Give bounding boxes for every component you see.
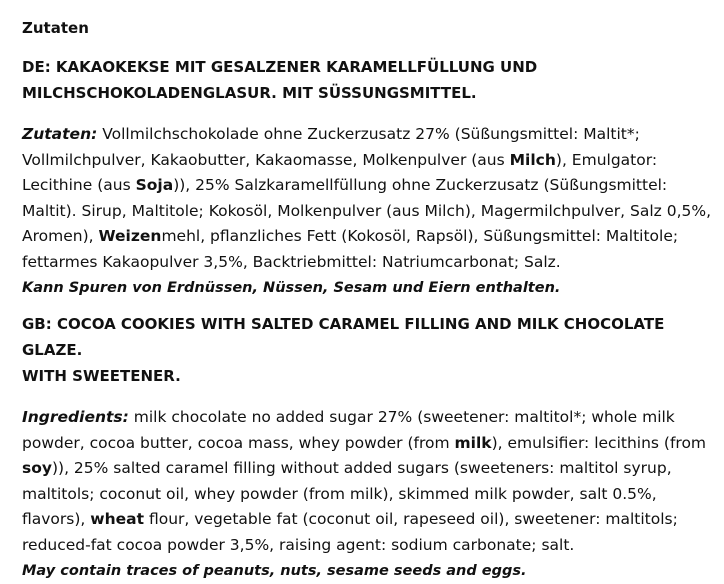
gb-section-title bbox=[22, 311, 714, 389]
de-text-4: mehl, pflanzliches Fett (Kokosöl, Rapsöl), Süßungsmittel: Maltitole; fettarmes Kakaopulver 3,5%, Backtriebmittel: Natriumcarbonat; Salz. bbox=[22, 227, 679, 271]
de-ingredients-paragraph bbox=[22, 122, 714, 301]
gb-ingredients-paragraph bbox=[22, 405, 714, 584]
gb-allergen-note: May contain traces of peanuts, nuts, sesame seeds and eggs. bbox=[22, 563, 527, 579]
gb-text-4: flour, vegetable fat (coconut oil, rapeseed oil), sweetener: maltitols; reduced-fat cocoa powder 3,5%, raising agent: sodium carbonate; salt. bbox=[22, 510, 678, 554]
gb-allergen-milk: milk bbox=[454, 433, 492, 452]
gb-title-line2: WITH SWEETENER. bbox=[22, 367, 181, 385]
de-allergen-note: Kann Spuren von Erdnüssen, Nüssen, Sesam und Eiern enthalten. bbox=[22, 280, 561, 296]
de-allergen-soy: Soja bbox=[135, 176, 174, 194]
de-title-line2: MILCHSCHOKOLADENGLASUR. MIT SÜSSUNGSMITTEL. bbox=[22, 84, 477, 102]
de-text-1: Vollmilchschokolade ohne Zuckerzusatz 27% (Süßungsmittel: Maltit*; Vollmilchpulver, Kakaobutter, Kakaomasse, Molkenpulver (aus bbox=[22, 125, 640, 169]
gb-title-line1: GB: COCOA COOKIES WITH SALTED CARAMEL FILLING AND MILK CHOCOLATE GLAZE. bbox=[22, 315, 665, 359]
de-text-3: )), 25% Salzkaramellfüllung ohne Zuckerzusatz (Süßungsmittel: Maltit). Sirup, Maltitole; Kokosöl, Molkenpulver (aus Milch), Magermilchpulver, Salz 0,5%, Aromen), bbox=[22, 176, 712, 245]
gb-allergen-soy: soy bbox=[22, 459, 52, 477]
gb-allergen-wheat: wheat bbox=[90, 510, 145, 528]
de-allergen-wheat: Weizen bbox=[98, 227, 162, 245]
de-title-line1: DE: KAKAOKEKSE MIT GESALZENER KARAMELLFÜLLUNG UND bbox=[22, 58, 538, 76]
gb-text-2: ), emulsifier: lecithins (from bbox=[491, 433, 707, 452]
document-heading: Zutaten bbox=[22, 19, 89, 37]
gb-text-1: milk chocolate no added sugar 27% (sweetener: maltitol*; whole milk powder, cocoa butter, cocoa mass, whey powder (from bbox=[22, 408, 675, 452]
de-section-title bbox=[22, 54, 714, 106]
de-text-2: ), Emulgator: Lecithine (aus bbox=[22, 150, 658, 194]
gb-text-3: )), 25% salted caramel filling without added sugars (sweeteners: maltitol syrup, maltitols; coconut oil, whey powder (from milk), skimmed milk powder, salt 0.5%, flavors), bbox=[22, 459, 672, 528]
de-ingredients-label: Zutaten: bbox=[22, 125, 98, 143]
de-allergen-milk: Milch bbox=[509, 150, 556, 169]
gb-ingredients-label: Ingredients: bbox=[22, 408, 129, 426]
